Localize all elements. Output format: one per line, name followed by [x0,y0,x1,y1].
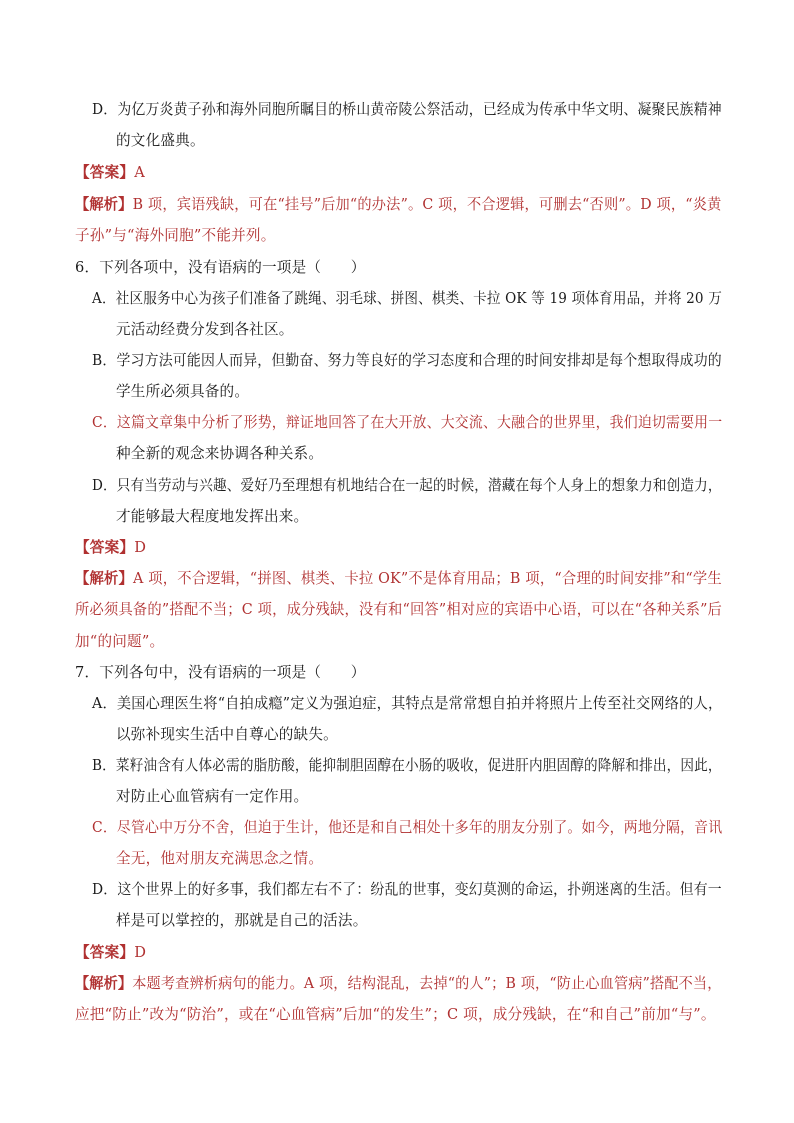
q5-option-d-line2: 的文化盛典。 [116,132,205,149]
q7-answer [75,943,146,963]
q6-option-c-line2: 种全新的观念来协调各种关系。 [116,445,324,462]
q7-option-a-line1: A．美国心理医生将“自拍成瘾”定义为强迫症，其特点是常常想自拍并将照片上传至社交网络的人， [92,695,723,712]
q6-analysis-line3: 加“的问题”。 [75,633,165,650]
q7-option-a-line2: 以弥补现实生活中自尊心的缺失。 [116,726,338,743]
q6-option-b-line2: 学生所必须具备的。 [116,383,250,400]
q6-option-d-line2: 才能够最大程度地发挥出来。 [116,508,309,525]
q7-analysis-line2: 应把“防止”改为“防治”，或在“心血管病”后加“的发生”；C 项，成分残缺，在“和自己”前加“与”。 [75,1006,716,1023]
q7-option-b-line2: 对防止心血管病有一定作用。 [116,788,309,805]
q5-analysis-line2: 子孙”与“海外同胞”不能并列。 [75,227,276,244]
q6-option-b-line1: B．学习方法可能因人而异，但勤奋、努力等良好的学习态度和合理的时间安排却是每个想取得成功的 [92,352,722,369]
q6-analysis-line1 [75,569,722,589]
q7-analysis-line1 [75,974,722,994]
q6-answer [75,538,146,558]
q6-analysis-line2: 所必须具备的”搭配不当；C 项，成分残缺，没有和“回答”相对应的宾语中心语，可以在“各种关系”后 [75,601,723,618]
q7-option-d-line1: D．这个世界上的好多事，我们都左右不了：纷乱的世事，变幻莫测的命运，扑朔迷离的生活。但有一 [92,881,722,898]
analysis-label: 【解析】 [75,570,134,587]
q5-option-d-line1: D．为亿万炎黄子孙和海外同胞所瞩目的桥山黄帝陵公祭活动，已经成为传承中华文明、凝聚民族精神 [92,101,722,118]
answer-label: 【答案】 [75,164,135,181]
q6-option-c-line1: C．这篇文章集中分析了形势，辩证地回答了在大开放、大交流、大融合的世界里，我们迫切需要用一 [92,414,723,431]
q5-analysis-line1 [75,195,722,215]
q6-option-a-line2: 元活动经费分发到各社区。 [116,321,294,338]
q7-option-d-line2: 样是可以掌控的，那就是自己的活法。 [116,912,368,929]
analysis-text: B 项，宾语残缺，可在“挂号”后加“的办法”。C 项，不合逻辑，可删去“否则”。D 项，“炎黄 [132,196,722,213]
answer-label: 【答案】 [75,539,135,556]
q5-answer [75,163,145,183]
q6-option-a-line1: A．社区服务中心为孩子们准备了跳绳、羽毛球、拼图、棋类、卡拉 OK 等 19 项体育用品，并将 20 万 [92,290,722,307]
answer-value: D [134,539,147,556]
q7-option-b-line1: B．菜籽油含有人体必需的脂肪酸，能抑制胆固醇在小肠的吸收，促进肝内胆固醇的降解和排出，因此， [92,757,722,774]
q6-option-d-line1: D．只有当劳动与兴趣、爱好乃至理想有机地结合在一起的时候，潜藏在每个人身上的想象力和创造力， [92,477,722,494]
answer-label: 【答案】 [75,944,135,961]
analysis-label: 【解析】 [75,196,133,213]
analysis-label: 【解析】 [75,975,133,992]
answer-value: A [134,164,145,181]
q6-stem: 6．下列各项中，没有语病的一项是（ ） [75,259,366,276]
q7-option-c-line2: 全无，他对朋友充满思念之情。 [116,850,324,867]
q7-stem: 7．下列各句中，没有语病的一项是（ ） [75,664,366,681]
analysis-text: A 项，不合逻辑，“拼图、棋类、卡拉 OK”不是体育用品；B 项，“合理的时间安排”和“学生 [133,570,722,587]
q7-option-c-line1: C．尽管心中万分不舍，但迫于生计，他还是和自己相处十多年的朋友分别了。如今，两地分隔，音讯 [92,819,723,836]
answer-value: D [134,944,147,961]
analysis-text: 本题考查辨析病句的能力。A 项，结构混乱，去掉“的人”；B 项，“防止心血管病”搭配不当， [132,975,722,992]
